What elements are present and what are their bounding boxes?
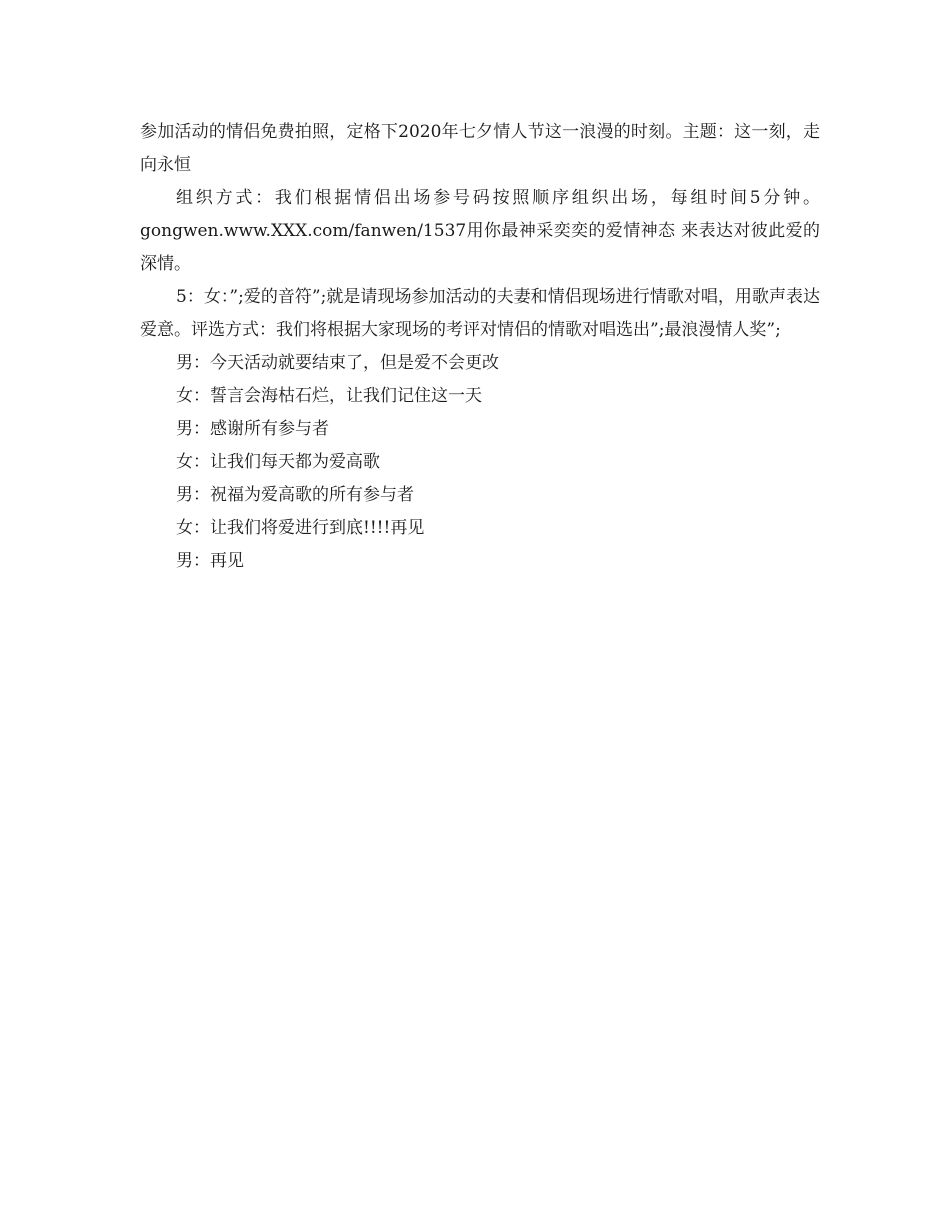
- dialogue-line: 男：祝福为爱高歌的所有参与者: [176, 485, 414, 505]
- paragraph-organization: 组织方式：我们根据情侣出场参号码按照顺序组织出场，每组时间5分钟。gongwen.www.XXX.com/fanwen/1537用你最神采奕奕的爱情神态 来表达对彼此爱的深情。: [140, 188, 820, 274]
- dialogue-line: 女：誓言会海枯石烂，让我们记住这一天: [176, 386, 482, 406]
- dialogue-line: 男：今天活动就要结束了，但是爱不会更改: [176, 353, 499, 373]
- paragraph-love-notes: 5：女：”;爱的音符”;就是请现场参加活动的夫妻和情侣现场进行情歌对唱，用歌声表达爱意。评选方式：我们将根据大家现场的考评对情侣的情歌对唱选出”;最浪漫情人奖”;: [140, 287, 820, 340]
- document-body: [140, 116, 820, 578]
- dialogue-line: 男：感谢所有参与者: [176, 419, 329, 439]
- dialogue-line: 女：让我们每天都为爱高歌: [176, 452, 380, 472]
- dialogue-line: 女：让我们将爱进行到底!!!!再见: [176, 518, 425, 538]
- dialogue-line: 男：再见: [176, 551, 244, 571]
- paragraph-photo-intro: 参加活动的情侣免费拍照，定格下2020年七夕情人节这一浪漫的时刻。主题：这一刻，走向永恒: [140, 122, 820, 175]
